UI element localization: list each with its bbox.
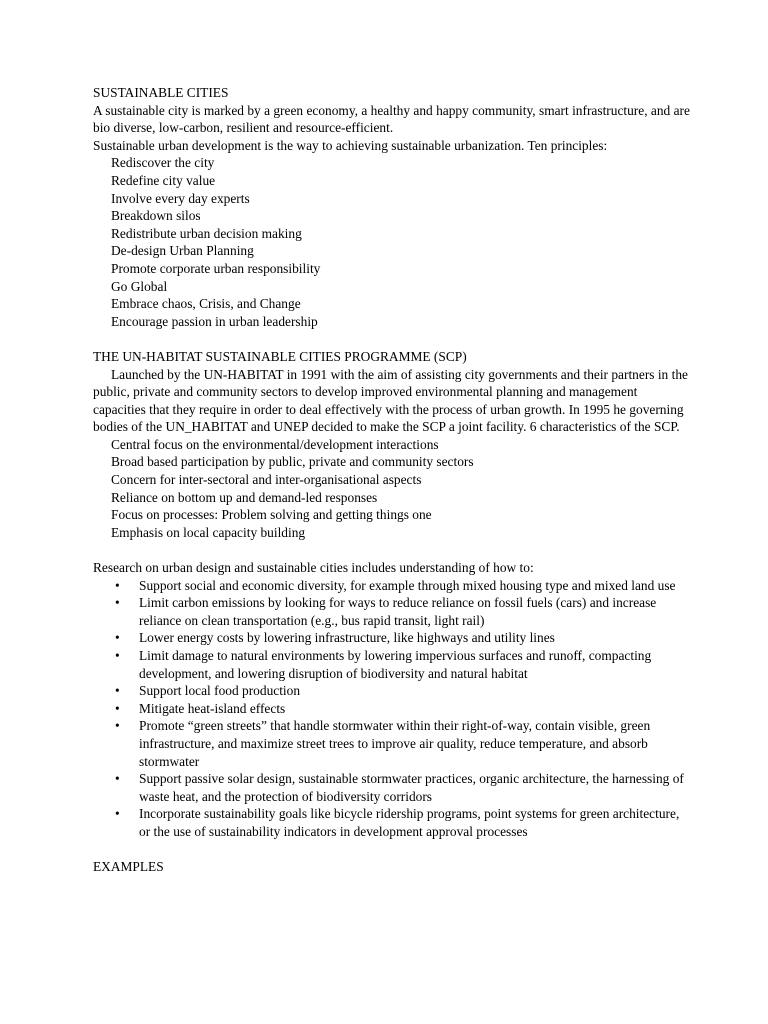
bullet-text: Support local food production	[139, 683, 301, 699]
bullet-text: Limit damage to natural environments by lowering impervious surfaces and runoff, compacting development, and lowering disruption of biodiversity and natural habitat	[139, 648, 652, 681]
bullet-text: Support passive solar design, sustainable stormwater practices, organic architecture, the harnessing of waste heat, and the protection of biodiversity corridors	[139, 771, 684, 804]
research-bullet-item	[93, 770, 693, 805]
bullet-icon: •	[115, 771, 120, 787]
bullet-icon: •	[115, 630, 120, 646]
document-page	[93, 84, 693, 876]
characteristic-item: Emphasis on local capacity building	[111, 524, 306, 540]
bullet-icon: •	[115, 577, 120, 593]
bullet-icon: •	[115, 806, 120, 822]
principle-item: De-design Urban Planning	[111, 243, 254, 259]
principle-item: Rediscover the city	[111, 155, 215, 171]
principle-item: Redefine city value	[111, 172, 216, 188]
bullet-text: Limit carbon emissions by looking for ways to reduce reliance on fossil fuels (cars) and increase reliance on clean transportation (e.g., bus rapid transit, light rail)	[139, 595, 657, 628]
principle-item: Promote corporate urban responsibility	[111, 260, 321, 276]
research-bullet-item	[93, 805, 693, 840]
sustainable-cities-heading: SUSTAINABLE CITIES	[93, 85, 229, 100]
bullet-text: Promote “green streets” that handle stormwater within their right-of-way, contain visible, green infrastructure, and maximize street trees to improve air quality, reduce temperature, and absorb stormwater	[139, 718, 651, 769]
research-bullet-item	[93, 594, 693, 629]
principle-item: Redistribute urban decision making	[111, 225, 302, 241]
bullet-text: Mitigate heat-island effects	[139, 700, 286, 716]
bullet-icon: •	[115, 683, 120, 699]
research-bullet-item	[93, 629, 693, 647]
research-bullet-item	[93, 577, 693, 595]
characteristic-item: Broad based participation by public, private and community sectors	[111, 454, 474, 470]
characteristic-item: Focus on processes: Problem solving and getting things one	[111, 507, 432, 523]
principle-item: Go Global	[111, 278, 168, 294]
bullet-text: Lower energy costs by lowering infrastructure, like highways and utility lines	[139, 630, 555, 646]
characteristic-item: Reliance on bottom up and demand-led responses	[111, 489, 378, 505]
research-bullet-item	[93, 717, 693, 770]
bullet-text: Incorporate sustainability goals like bicycle ridership programs, point systems for green architecture, or the use of sustainability indicators in development approval processes	[139, 806, 680, 839]
bullet-icon: •	[115, 700, 120, 716]
principle-item: Encourage passion in urban leadership	[111, 313, 318, 329]
scp-description: Launched by the UN-HABITAT in 1991 with the aim of assisting city governments and their partners in the public, private and community sectors to develop improved environmental planning and management capacities that they require in order to deal effectively with the process of urban growth. In 1995 he governing bodies of the UN_HABITAT and UNEP decided to make the SCP a joint facility. 6 characteristics of the SCP.	[93, 366, 688, 435]
principle-item: Embrace chaos, Crisis, and Change	[111, 296, 301, 312]
research-bullet-list	[93, 577, 693, 841]
spacer	[93, 330, 693, 348]
examples-heading: EXAMPLES	[93, 859, 164, 875]
bullet-text: Support social and economic diversity, for example through mixed housing type and mixed land use	[139, 577, 676, 593]
principles-intro: Sustainable urban development is the way to achieving sustainable urbanization. Ten principles:	[93, 137, 608, 153]
research-bullet-item	[93, 647, 693, 682]
spacer	[93, 541, 693, 559]
ten-principles-list	[93, 154, 693, 330]
principle-item: Involve every day experts	[111, 190, 250, 206]
research-intro: Research on urban design and sustainable cities includes understanding of how to:	[93, 560, 534, 576]
spacer	[93, 841, 693, 859]
characteristic-item: Concern for inter-sectoral and inter-organisational aspects	[111, 472, 422, 488]
principle-item: Breakdown silos	[111, 208, 201, 224]
un-habitat-scp-heading: THE UN-HABITAT SUSTAINABLE CITIES PROGRAMME (SCP)	[93, 348, 467, 364]
bullet-icon: •	[115, 595, 120, 611]
sustainable-city-definition: A sustainable city is marked by a green economy, a healthy and happy community, smart infrastructure, and are bio diverse, low-carbon, resilient and resource-efficient.	[93, 102, 690, 136]
bullet-icon: •	[115, 648, 120, 663]
characteristic-item: Central focus on the environmental/development interactions	[111, 436, 439, 452]
bullet-icon: •	[115, 718, 120, 734]
research-bullet-item	[93, 700, 693, 718]
research-bullet-item	[93, 682, 693, 700]
scp-characteristics-list	[93, 436, 693, 542]
